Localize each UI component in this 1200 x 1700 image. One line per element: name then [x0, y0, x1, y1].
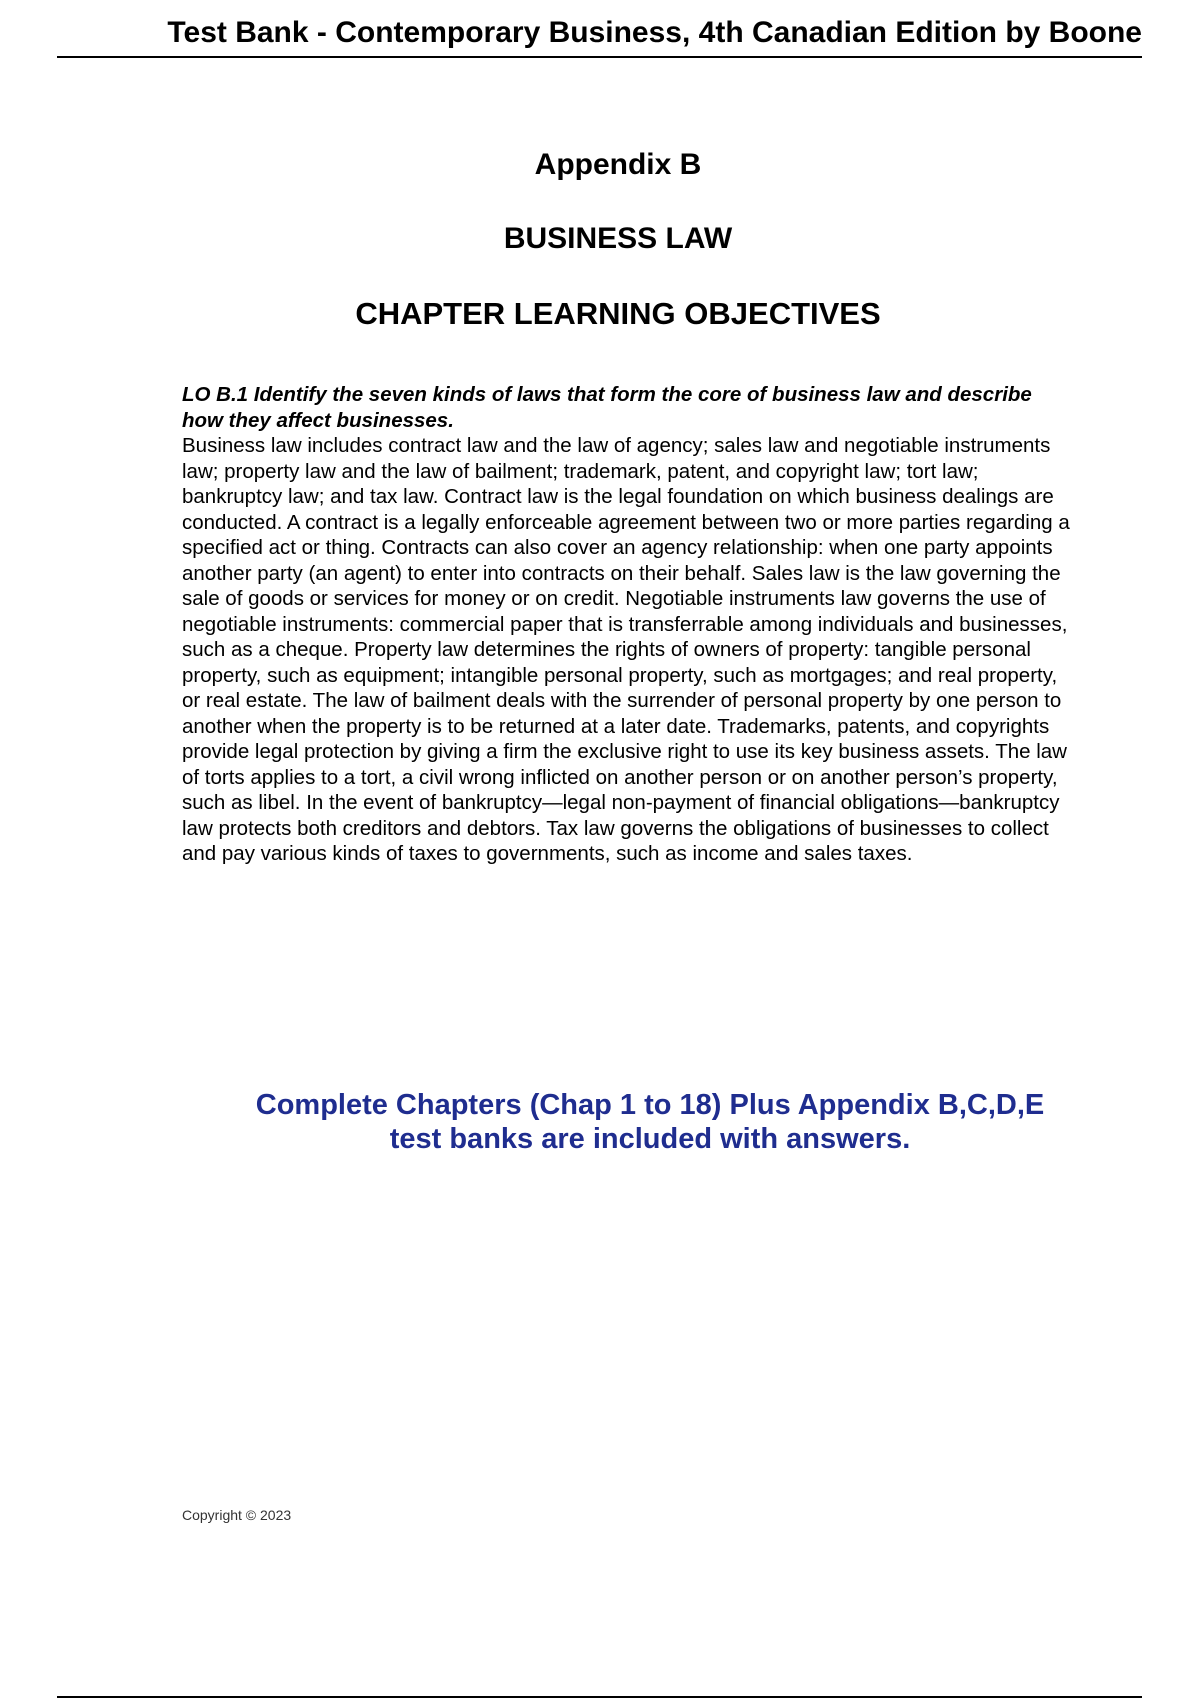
learning-objectives-heading: CHAPTER LEARNING OBJECTIVES	[355, 296, 881, 331]
copyright-notice: Copyright © 2023	[182, 1507, 292, 1523]
promo-notice	[200, 1088, 1100, 1156]
promo-line-2: test banks are included with answers.	[389, 1123, 911, 1155]
header-divider	[57, 56, 1142, 58]
learning-objective-heading: LO B.1 Identify the seven kinds of laws that form the core of business law and describe how they affect businesses.	[182, 383, 1032, 432]
promo-line-1: Complete Chapters (Chap 1 to 18) Plus Appendix B,C,D,E	[255, 1089, 1045, 1121]
appendix-title: BUSINESS LAW	[503, 222, 733, 255]
document-header-title: Test Bank - Contemporary Business, 4th Canadian Edition by Boone	[167, 16, 1142, 49]
appendix-label: Appendix B	[534, 148, 702, 181]
footer-divider	[57, 1696, 1142, 1698]
learning-objective-body: Business law includes contract law and the law of agency; sales law and negotiable instruments law; property law and the law of bailment; trademark, patent, and copyright law; tort law; bankruptcy law; and tax law. Contract law is the legal foundation on which business dealings are conducted. A contract is a legally enforceable agreement between two or more parties regarding a specified act or thing. Contracts can also cover an agency relationship: when one party appoints another party (an agent) to enter into contracts on their behalf. Sales law is the law governing the sale of goods or services for money or on credit. Negotiable instruments law governs the use of negotiable instruments: commercial paper that is transferrable among individuals and businesses, such as a cheque. Property law determines the rights of owners of property: tangible personal property, such as equipment; intangible personal property, such as mortgages; and real property, or real estate. The law of bailment deals with the surrender of personal property by one person to another when the property is to be returned at a later date. Trademarks, patents, and copyrights provide legal protection by giving a firm the exclusive right to use its key business assets. The law of torts applies to a tort, a civil wrong inflicted on another person or on another person’s property, such as libel. In the event of bankruptcy—legal non-payment of financial obligations—bankruptcy law protects both creditors and debtors. Tax law governs the obligations of businesses to collect and pay various kinds of taxes to governments, such as income and sales taxes.	[182, 434, 1070, 865]
learning-objective-section	[182, 382, 1072, 867]
